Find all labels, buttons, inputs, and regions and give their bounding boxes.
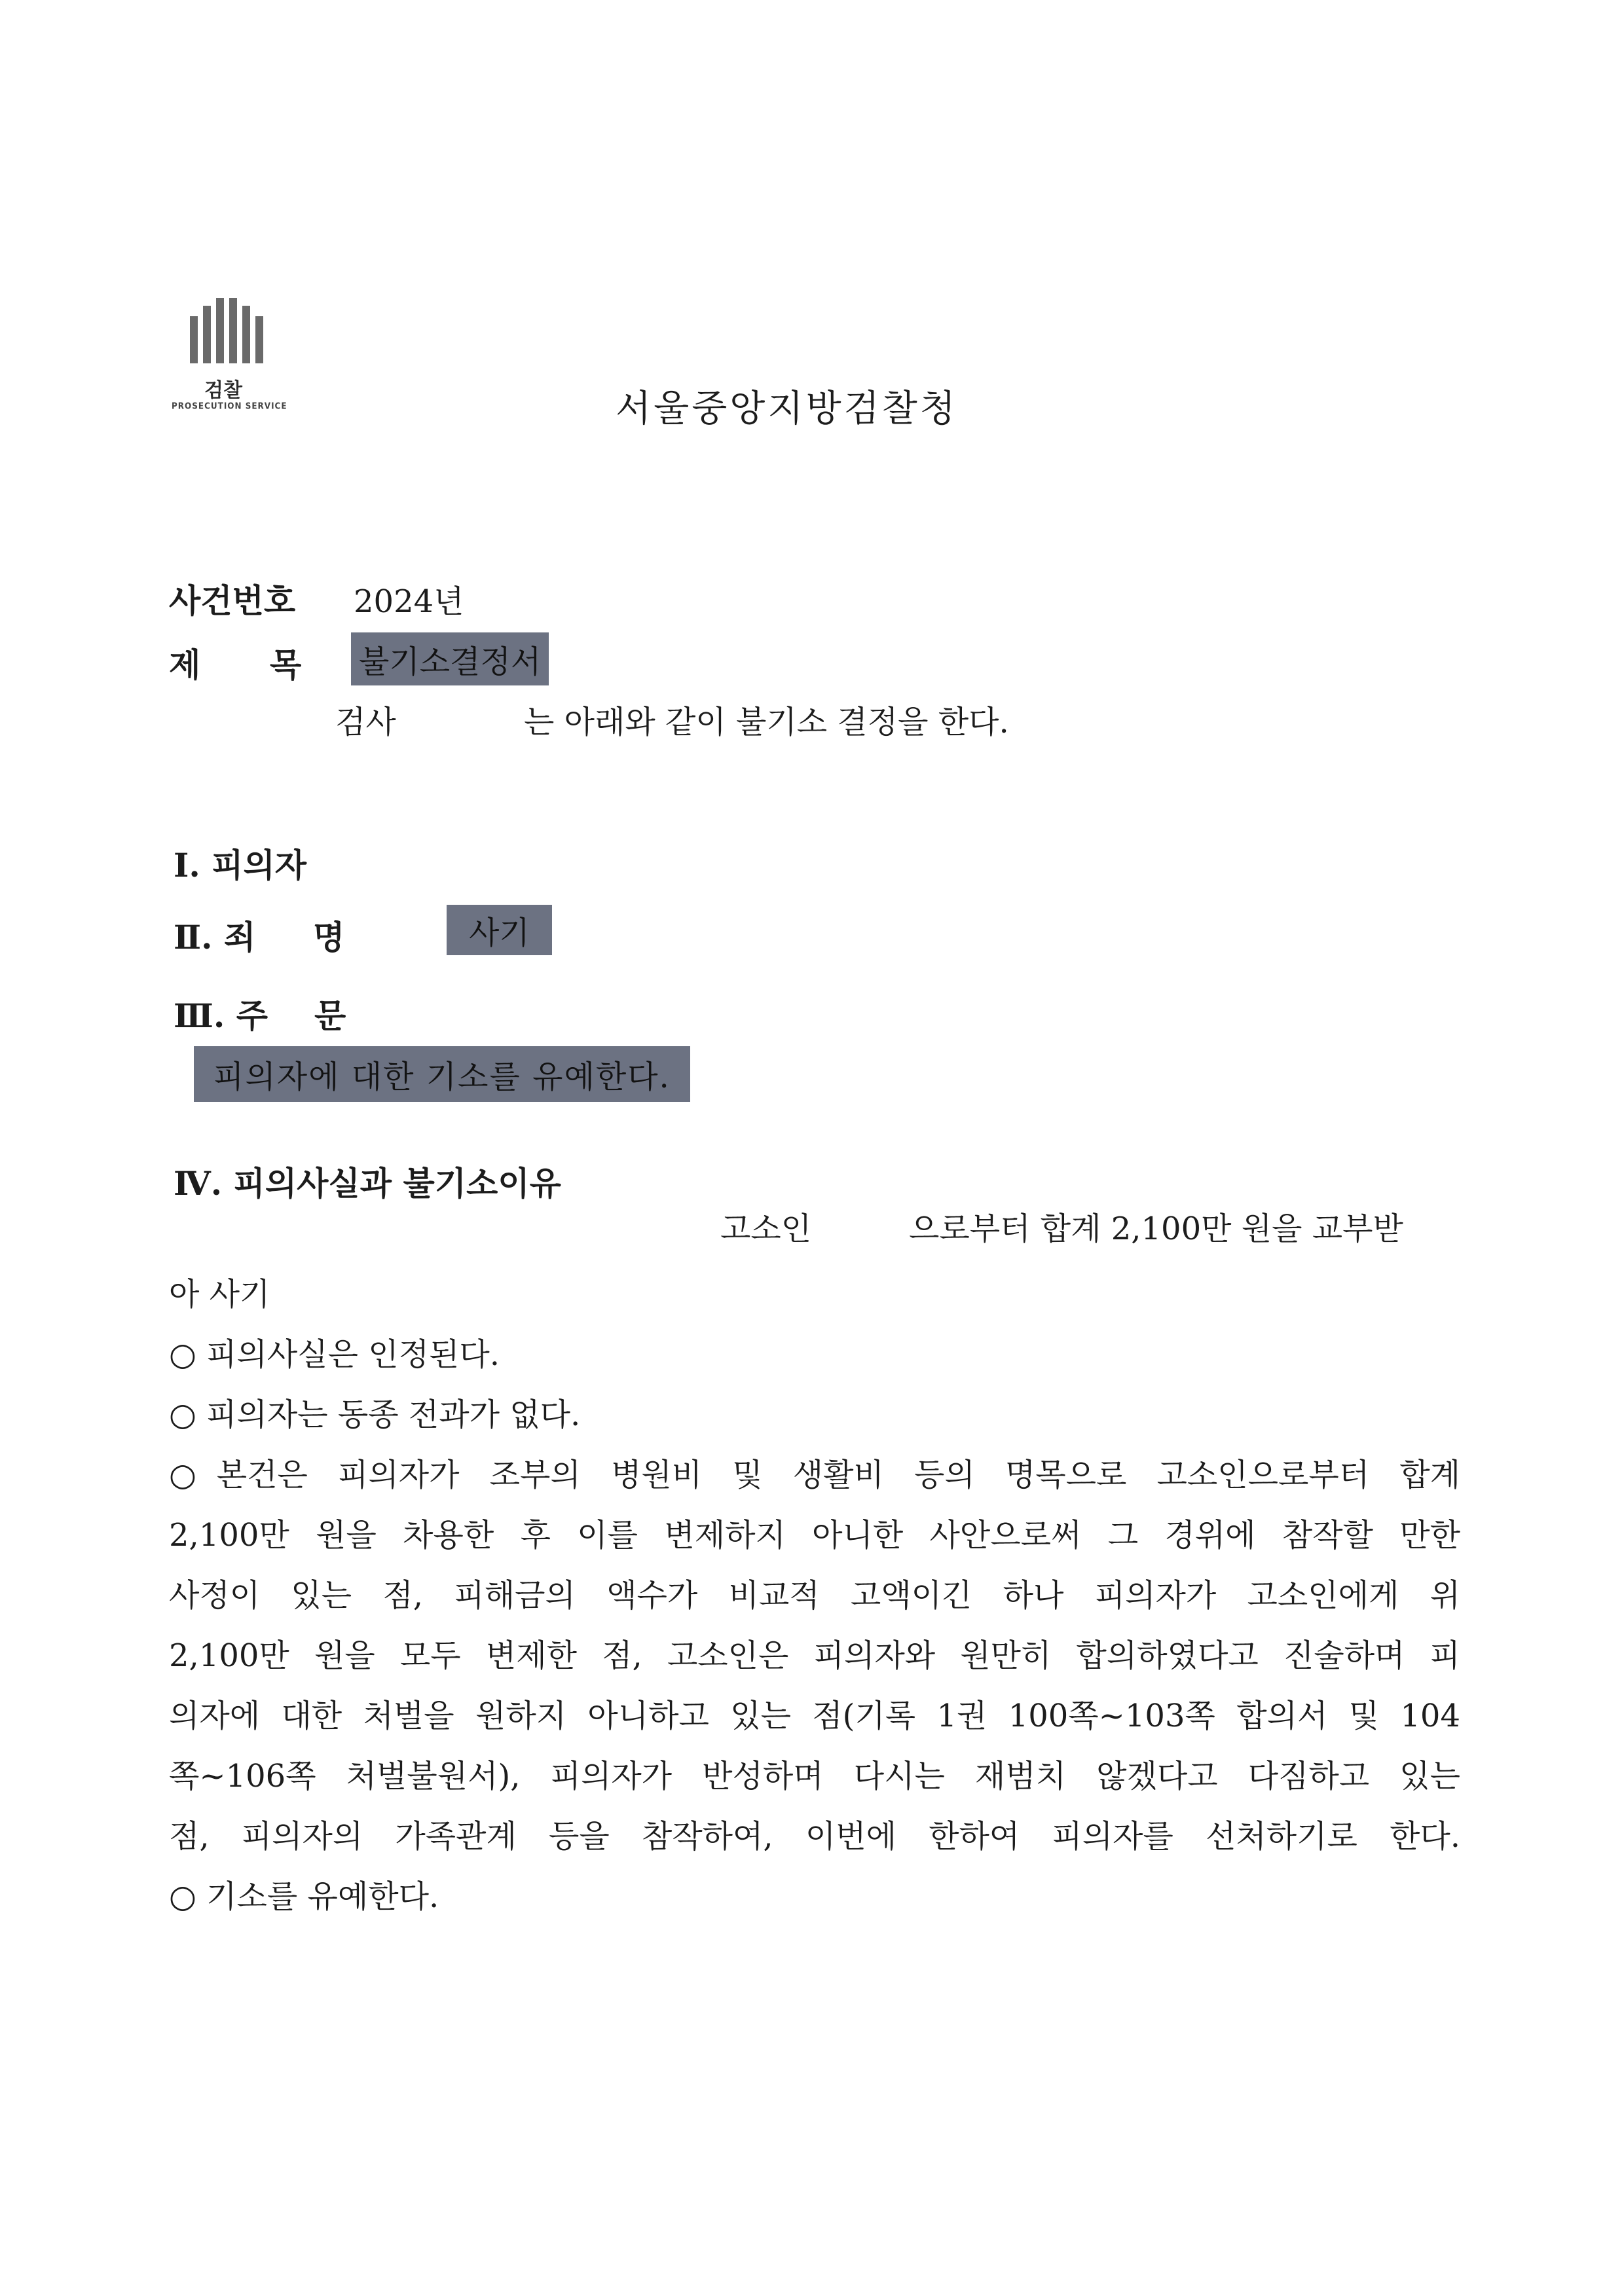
section-3-heading: Ⅲ. 주	[174, 996, 268, 1035]
reason-line: 쪽~106쪽 처벌불원서), 피의자가 반성하며 다시는 재범치 않겠다고 다짐하고 있는	[169, 1758, 1460, 1795]
logo-bar	[242, 306, 250, 363]
logo-bar	[216, 298, 224, 363]
prosecution-logo	[172, 298, 296, 422]
office-name: 서울중앙지방검찰청	[616, 388, 958, 430]
logo-bar	[255, 316, 263, 363]
logo-bar	[203, 306, 211, 363]
logo-bar	[190, 316, 198, 363]
reason-line: 2,100만 원을 차용한 후 이를 변제하지 아니한 사안으로써 그 경위에 참작할 만한	[169, 1517, 1460, 1554]
charge-value: 사기	[447, 905, 552, 955]
subject-value: 불기소결정서	[351, 632, 549, 685]
case-number-label: 사건번호	[169, 581, 296, 620]
logo-wordmark: 검찰	[204, 379, 242, 402]
disposition-text: 피의자에 대한 기소를 유예한다.	[194, 1046, 690, 1102]
facts-line-1: 으로부터 합계 2,100만 원을 교부받	[909, 1211, 1403, 1247]
prosecutor-label: 검사	[335, 704, 396, 740]
logo-bar	[229, 298, 237, 363]
reason-line: ○본건은 피의자가 조부의 병원비 및 생활비 등의 명목으로 고소인으로부터 합계	[169, 1457, 1460, 1493]
case-number-value: 2024년	[354, 583, 464, 620]
section-1-suspect: Ⅰ. 피의자	[174, 846, 307, 884]
intro-statement: 는 아래와 같이 불기소 결정을 한다.	[524, 704, 1009, 740]
logo-subtitle: PROSECUTION SERVICE	[172, 401, 287, 411]
reason-line: 2,100만 원을 모두 변제한 점, 고소인은 피의자와 원만히 합의하였다고 진술하며 피	[169, 1637, 1460, 1674]
subject-label-part2: 목	[270, 646, 302, 684]
section-2-heading: Ⅱ. 죄	[174, 918, 256, 957]
bullet-facts-admitted: ○ 피의사실은 인정된다.	[169, 1336, 500, 1373]
subject-label-part1: 제	[169, 646, 201, 684]
facts-line-2: 아 사기	[169, 1276, 270, 1313]
logo-emblem-icon	[190, 298, 275, 363]
section-4-heading: Ⅳ. 피의사실과 불기소이유	[174, 1164, 561, 1203]
reason-line: 점, 피의자의 가족관계 등을 참작하여, 이번에 한하여 피의자를 선처하기로 한다.	[169, 1818, 1460, 1855]
reason-line: 의자에 대한 처벌을 원하지 아니하고 있는 점(기록 1권 100쪽~103쪽 합의서 및 104	[169, 1698, 1460, 1734]
bullet-no-record: ○ 피의자는 동종 전과가 없다.	[169, 1396, 581, 1433]
complainant-label: 고소인	[720, 1211, 812, 1247]
bullet-suspend-indictment: ○ 기소를 유예한다.	[169, 1878, 439, 1915]
section-2-heading-tail: 명	[313, 918, 345, 957]
section-3-heading-tail: 문	[314, 996, 346, 1035]
reason-line: 사정이 있는 점, 피해금의 액수가 비교적 고액이긴 하나 피의자가 고소인에게 위	[169, 1577, 1460, 1614]
